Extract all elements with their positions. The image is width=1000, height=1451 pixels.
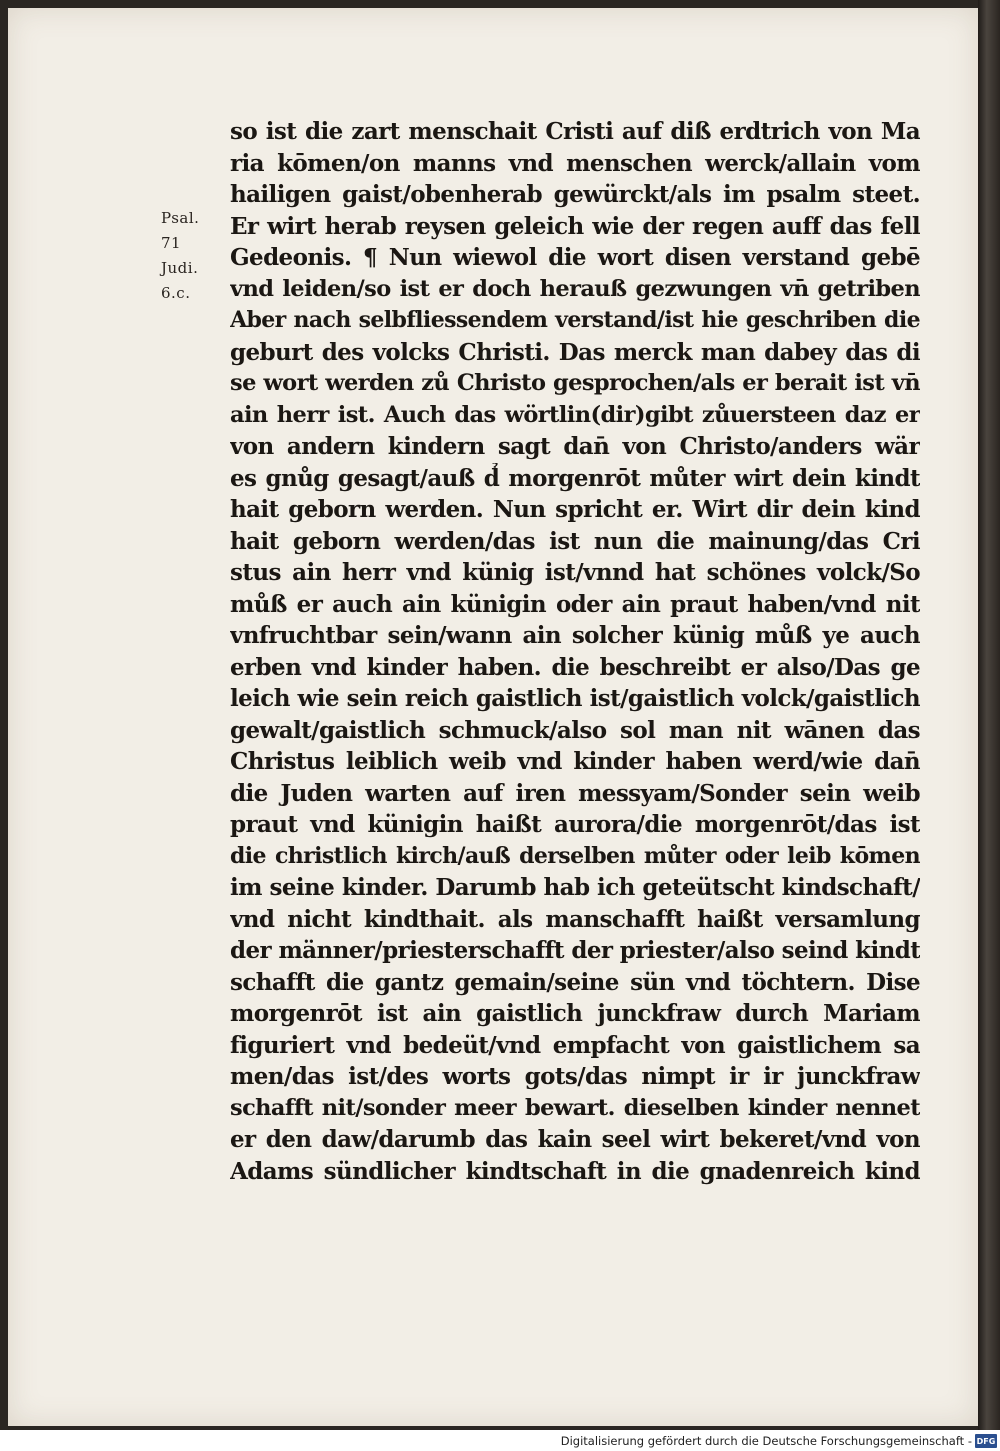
text-line: Gedeonis. ¶ Nun wiewol die wort disen verstand gebē [230, 244, 920, 271]
text-line: vnd leiden/so ist er doch herauß gezwungen vn̄ getriben [230, 275, 920, 302]
text-line: ain herr ist. Auch das wörtlin(dir)gibt zůuersteen daz er [230, 401, 920, 428]
text-line: Christus leiblich weib vnd kinder haben werd/wie dan̄ [230, 748, 920, 775]
text-line: der männer/priesterschafft der priester/also seind kindt [230, 937, 920, 964]
footer-bar [0, 1432, 1000, 1451]
body-text [230, 116, 920, 1187]
text-line: von andern kindern sagt dan̄ von Christo/anders wär [230, 433, 920, 460]
text-line: so ist die zart menschait Cristi auf diß erdtrich von Ma [230, 118, 920, 145]
text-line: die Juden warten auf iren messyam/Sonder sein weib [230, 779, 920, 807]
text-line: praut vnd künigin haißt aurora/die morgenrōt/das ist [230, 811, 920, 838]
text-line: Er wirt herab reysen geleich wie der regen auff das fell [230, 212, 920, 240]
book-page [8, 8, 978, 1426]
text-line: er den daw/darumb das kain seel wirt bekeret/vnd von [230, 1126, 920, 1153]
text-line: se wort werden zů Christo gesprochen/als er berait ist vn̄ [230, 370, 920, 396]
marginal-note: 6.c. [161, 284, 191, 302]
text-line: Adams sündlicher kindtschaft in die gnadenreich kind [230, 1157, 920, 1185]
text-line: gewalt/gaistlich schmuck/also sol man nit wānen das [230, 716, 920, 744]
text-line: ria kōmen/on manns vnd menschen werck/allain vom [230, 149, 920, 177]
marginal-notes [161, 206, 221, 306]
text-line: figuriert vnd bedeüt/vnd empfacht von gaistlichem sa [230, 1031, 920, 1059]
book-spine-edge [978, 0, 1000, 1430]
text-line: leich wie sein reich gaistlich ist/gaistlich volck/gaistlich [230, 685, 920, 712]
dfg-logo: DFG [975, 1434, 997, 1448]
text-line: schafft die gantz gemain/seine sün vnd töchtern. Dise [230, 968, 920, 996]
text-line: hait geborn werden. Nun spricht er. Wirt dir dein kind [230, 496, 920, 523]
text-line: stus ain herr vnd künig ist/vnnd hat schönes volck/So [230, 559, 920, 586]
text-line: vnfruchtbar sein/wann ain solcher künig můß ye auch [230, 622, 920, 649]
text-line: es gnůg gesagt/auß d̉ morgenrōt můter wirt dein kindt [230, 464, 920, 492]
text-line: Aber nach selbfliessendem verstand/ist hie geschriben die [230, 307, 920, 333]
marginal-note: 71 [161, 234, 182, 252]
text-line: morgenrōt ist ain gaistlich junckfraw durch Mariam [230, 1000, 920, 1027]
marginal-note: Judi. [161, 259, 199, 277]
text-line: vnd nicht kindthait. als manschafft haißt versamlung [230, 905, 920, 933]
funding-credit: Digitalisierung gefördert durch die Deutsche Forschungsgemeinschaft - [560, 1434, 972, 1448]
text-line: die christlich kirch/auß derselben můter oder leib kōmen [230, 842, 920, 869]
text-line: men/das ist/des worts gots/das nimpt ir ir junckfraw [230, 1063, 920, 1090]
marginal-note: Psal. [161, 209, 200, 227]
text-line: hait geborn werden/das ist nun die mainung/das Cri [230, 527, 920, 555]
text-line: erben vnd kinder haben. die beschreibt er also/Das ge [230, 653, 920, 681]
text-line: schafft nit/sonder meer bewart. dieselben kinder nennet [230, 1094, 920, 1121]
text-line: můß er auch ain künigin oder ain praut haben/vnd nit [230, 590, 920, 618]
text-line: geburt des volcks Christi. Das merck man dabey das di [230, 338, 920, 366]
text-line: im seine kinder. Darumb hab ich geteütscht kindschaft/ [230, 874, 920, 901]
text-line: hailigen gaist/obenherab gewürckt/als im psalm steet. [230, 181, 920, 208]
